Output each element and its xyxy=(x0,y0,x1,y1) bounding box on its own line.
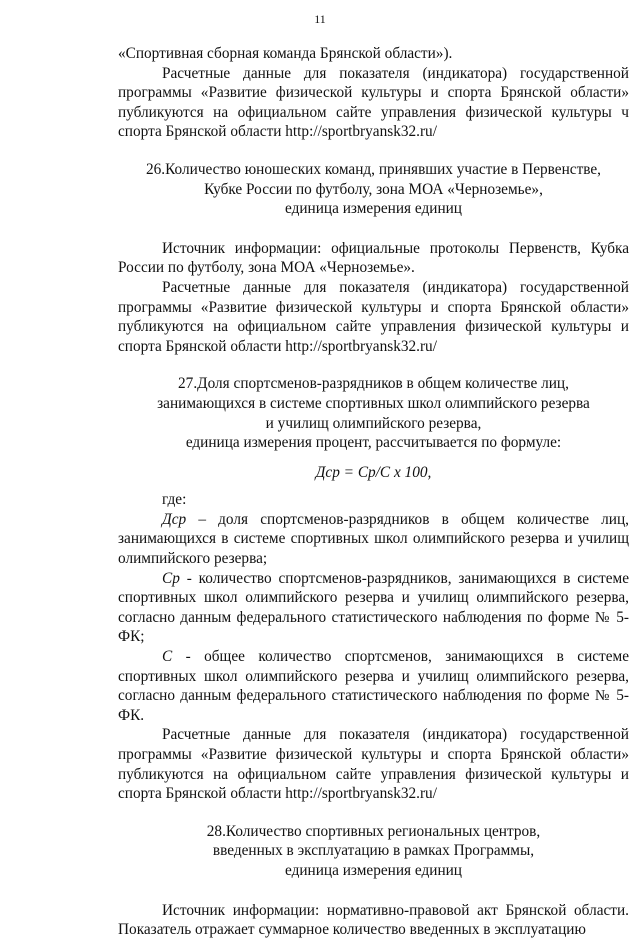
section-28-heading xyxy=(118,822,629,881)
definition-s xyxy=(118,647,629,725)
section-27-calc: Расчетные данные для показателя (индикатора) государственной программы «Развитие физической культуры и спорта Брянской области» публикуются на официальном сайте управления физической культуры и спорта Брянской области http://sportbryansk32.ru/ xyxy=(118,726,629,803)
intro-continuation: «Спортивная сборная команда Брянской области»). xyxy=(118,45,453,62)
section-27-heading xyxy=(118,374,629,452)
section-27-heading-line: единица измерения процент, рассчитывается по формуле: xyxy=(185,434,562,452)
where-label: где: xyxy=(162,491,187,509)
intro-calc-paragraph: Расчетные данные для показателя (индикатора) государственной программы «Развитие физической культуры и спорта Брянской области» публикуются на официальном сайте управления физической культуры ч спорта Брянской области http://sportbryansk32.ru/ xyxy=(118,64,629,141)
section-27-heading-line: 27.Доля спортсменов-разрядников в общем количестве лиц, xyxy=(178,375,569,393)
section-26-heading xyxy=(118,160,629,219)
section-28-heading-line: 28.Количество спортивных региональных центров, xyxy=(206,822,541,840)
definition-text: – доля спортсменов-разрядников в общем количестве лиц, занимающихся в системе спортивных школ олимпийского резерва и училищ олимпийского резерва; xyxy=(118,510,629,568)
definition-text: - общее количество спортсменов, занимающихся в системе спортивных школ олимпийского резерва и училищ олимпийского резерва, согласно данным федерального статистического наблюдения по форме № 5-ФК. xyxy=(118,648,629,724)
definition-sr xyxy=(118,569,629,647)
page-content xyxy=(118,44,629,940)
section-26-source: Источник информации: официальные протоколы Первенств, Кубка России по футболу, зона МОА «Черноземье». xyxy=(118,239,629,277)
definition-symbol: С xyxy=(162,648,173,666)
section-28-heading-line: введенных в эксплуатацию в рамках Программы, xyxy=(212,842,535,860)
definition-dsr xyxy=(118,510,629,569)
section-26-heading-line: 26.Количество юношеских команд, принявших участие в Первенстве, xyxy=(145,160,601,178)
section-26-calc: Расчетные данные для показателя (индикатора) государственной программы «Развитие физической культуры и спорта Брянской области» публикуются на официальном сайте управления физической культуры и спорта Брянской области http://sportbryansk32.ru/ xyxy=(118,278,629,355)
section-28-heading-line: единица измерения единиц xyxy=(285,861,462,879)
definition-symbol: Ср xyxy=(162,569,180,587)
formula: Дср = Ср/С х 100, xyxy=(315,463,432,481)
section-26-heading-line: Кубке России по футболу, зона МОА «Черноземье», xyxy=(204,180,543,198)
section-28-source: Источник информации: нормативно-правовой акт Брянской области. Показатель отражает суммарное количество введенных в эксплуатацию xyxy=(118,901,629,939)
definition-symbol: Дср xyxy=(162,510,187,528)
page-number: 11 xyxy=(314,12,326,26)
section-26-heading-line: единица измерения единиц xyxy=(285,200,462,218)
section-27-heading-line: и училищ олимпийского резерва, xyxy=(265,414,482,432)
section-27-heading-line: занимающихся в системе спортивных школ олимпийского резерва xyxy=(157,394,590,412)
definition-text: - количество спортсменов-разрядников, занимающихся в системе спортивных школ олимпийского резерва и училищ олимпийского резерва, согласно данным федерального статистического наблюдения по форме № 5-ФК; xyxy=(118,569,629,646)
